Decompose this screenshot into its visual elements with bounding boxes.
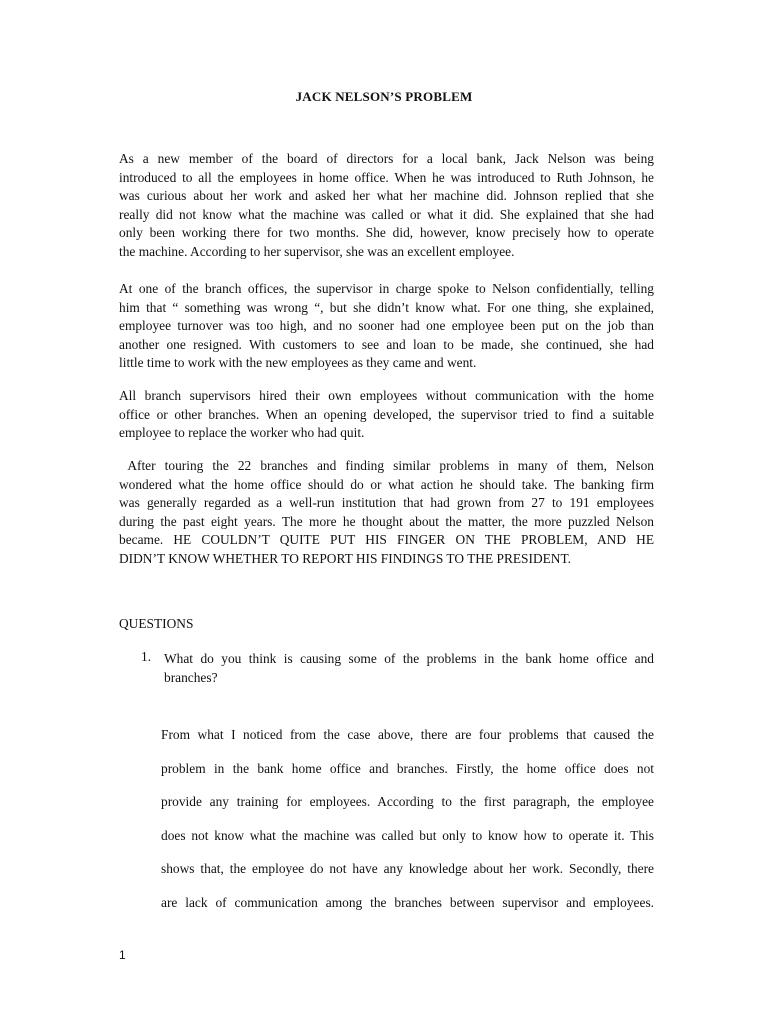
paragraph-line: All branch supervisors hired their own employees without communication with the home bbox=[119, 388, 654, 403]
question-line: branches? bbox=[164, 670, 218, 685]
paragraph-line: only been working there for two months. She did, however, know precisely how to operate bbox=[119, 225, 654, 241]
answer-paragraph bbox=[161, 718, 654, 919]
paragraph-line: was curious about her work and asked her what her machine did. Johnson replied that she bbox=[119, 188, 654, 204]
paragraph-line: office or other branches. When an opening developed, the supervisor tried to find a suitable bbox=[119, 406, 654, 422]
question-text bbox=[164, 649, 654, 687]
paragraph-line: DIDN’T KNOW WHETHER TO REPORT HIS FINDINGS TO THE PRESIDENT. bbox=[119, 550, 572, 566]
paragraph-line: At one of the branch offices, the supervisor in charge spoke to Nelson confidentially, telling bbox=[119, 281, 654, 296]
answer-line: From what I noticed from the case above, there are four problems that caused the bbox=[161, 727, 654, 742]
answer-line: are lack of communication among the branches between supervisor and employees. bbox=[161, 894, 654, 910]
paragraph-line: employee turnover was too high, and no sooner had one employee been put on the job than bbox=[119, 318, 654, 334]
paragraph-3 bbox=[119, 387, 654, 443]
paragraph-line: him that “ something was wrong “, but she didn’t know what. For one thing, she explained, bbox=[119, 299, 654, 315]
paragraph-line: was generally regarded as a well-run institution that had grown from 27 to 191 employees bbox=[119, 495, 654, 511]
answer-line: shows that, the employee do not have any knowledge about her work. Secondly, there bbox=[161, 861, 654, 876]
page-number: 1 bbox=[119, 948, 126, 962]
question-number: 1. bbox=[141, 649, 152, 664]
paragraph-line: another one resigned. With customers to see and loan to be made, she continued, she had bbox=[119, 336, 654, 352]
answer-line: problem in the bank home office and branches. Firstly, the home office does not bbox=[161, 760, 654, 776]
paragraph-1 bbox=[119, 150, 654, 262]
paragraph-2 bbox=[119, 280, 654, 373]
paragraph-line: really did not know what the machine was called or what it did. She explained that she had bbox=[119, 206, 654, 222]
paragraph-line: little time to work with the new employees as they came and went. bbox=[119, 355, 477, 371]
questions-heading: QUESTIONS bbox=[119, 616, 194, 631]
paragraph-line: the machine. According to her supervisor, she was an excellent employee. bbox=[119, 243, 515, 259]
paragraph-line: employee to replace the worker who had quit. bbox=[119, 425, 365, 441]
paragraph-line: wondered what the home office should do or what action he should take. The banking firm bbox=[119, 476, 654, 492]
paragraph-line: introduced to all the employees in home office. When he was introduced to Ruth Johnson, he bbox=[119, 169, 654, 185]
document-title: JACK NELSON’S PROBLEM bbox=[295, 89, 473, 104]
question-line: What do you think is causing some of the problems in the bank home office and bbox=[164, 651, 654, 666]
paragraph-line: during the past eight years. The more he thought about the matter, the more puzzled Nelson bbox=[119, 513, 654, 529]
answer-line: does not know what the machine was called but only to know how to operate it. This bbox=[161, 827, 654, 843]
paragraph-line: became. HE COULDN’T QUITE PUT HIS FINGER ON THE PROBLEM, AND HE bbox=[119, 532, 654, 548]
paragraph-line: After touring the 22 branches and finding similar problems in many of them, Nelson bbox=[119, 458, 654, 473]
answer-line: provide any training for employees. According to the first paragraph, the employee bbox=[161, 794, 654, 809]
paragraph-4 bbox=[119, 457, 654, 569]
paragraph-line: As a new member of the board of directors for a local bank, Jack Nelson was being bbox=[119, 151, 654, 166]
